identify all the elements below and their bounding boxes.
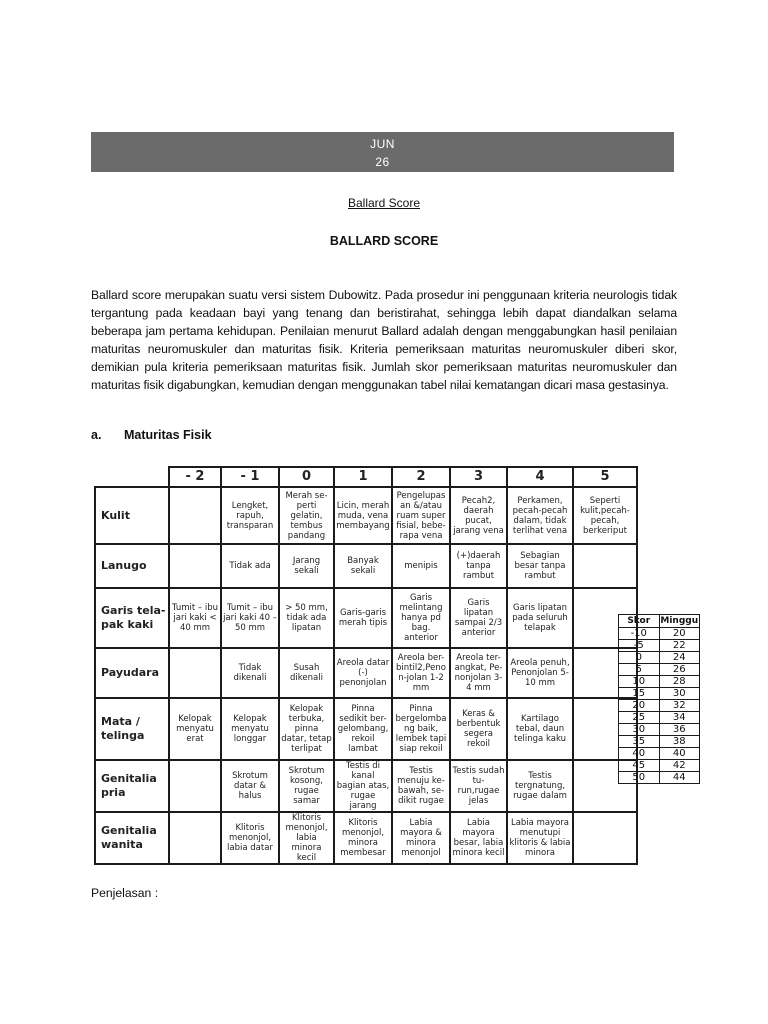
- intro-paragraph: Ballard score merupakan suatu versi sistem Dubowitz. Pada prosedur ini penggunaan kriteria neurologis tidak tergantung pada keadaan bayi yang tenang dan beristirahat, sehingga lebih dapat diandalkan selama beberapa jam pertama kehidupan. Penilaian menurut Ballard adalah dengan menggabungkan hasil penilaian maturitas neuromuskuler dan maturitas fisik. Kriteria pemeriksaan maturitas neuromuskuler diberi skor, demikian pula kriteria pemeriksaan maturitas fisik. Jumlah skor pemeriksaan maturitas neuromuskuler dan maturitas fisik digabungkan, kemudian dengan menggunakan tabel nilai kematangan dicari masa gestasinya.: [91, 288, 677, 392]
- table-cell: Garis lipatan pada seluruh telapak: [507, 588, 573, 648]
- table-cell: Labia mayora & minora menonjol: [392, 812, 450, 864]
- table-cell: Pecah2, daerah pucat, jarang vena: [450, 487, 507, 544]
- table-cell: Labia mayora besar, labia minora kecil: [450, 812, 507, 864]
- skor-minggu-table: [618, 614, 700, 784]
- minggu-cell: 34: [659, 712, 700, 724]
- row-label: Genitalia pria: [95, 760, 169, 812]
- table-cell: [573, 812, 637, 864]
- table-row: [619, 676, 700, 688]
- penjelasan-label: Penjelasan :: [91, 886, 159, 900]
- table-cell: Klitoris menonjol, minora membesar: [334, 812, 392, 864]
- table-row: [619, 688, 700, 700]
- page-heading: BALLARD SCORE: [329, 234, 439, 248]
- table-row: [95, 698, 637, 760]
- table-cell: [573, 544, 637, 588]
- score-header: 0: [279, 467, 334, 487]
- table-row: [619, 760, 700, 772]
- table-cell: Labia mayora menutupi klitoris & labia minora: [507, 812, 573, 864]
- table-cell: Pengelupas an &/atau ruam super fisial, bebe-rapa vena: [392, 487, 450, 544]
- skor-cell: 20: [619, 700, 660, 712]
- table-cell: Pinna sedikit ber-gelombang, rekoil lambat: [334, 698, 392, 760]
- section-heading: [91, 428, 212, 442]
- table-cell: Kelopak menyatu longgar: [221, 698, 279, 760]
- table-cell: Skrotum datar & halus: [221, 760, 279, 812]
- score-header: - 2: [169, 467, 221, 487]
- table-cell: Tidak ada: [221, 544, 279, 588]
- table-cell: Pinna bergelomba ng baik, lembek tapi siap rekoil: [392, 698, 450, 760]
- table-cell: menipis: [392, 544, 450, 588]
- table-cell: Lengket, rapuh, transparan: [221, 487, 279, 544]
- table-cell: Tidak dikenali: [221, 648, 279, 698]
- skor-cell: 10: [619, 676, 660, 688]
- minggu-cell: 40: [659, 748, 700, 760]
- table-cell: Tumit – ibu jari kaki < 40 mm: [169, 588, 221, 648]
- skor-cell: 15: [619, 688, 660, 700]
- table-cell: Perkamen, pecah-pecah dalam, tidak terlihat vena: [507, 487, 573, 544]
- table-cell: Keras & berbentuk segera rekoil: [450, 698, 507, 760]
- table-cell: Klitoris menonjol, labia datar: [221, 812, 279, 864]
- skor-cell: 35: [619, 736, 660, 748]
- table-cell: Tumit – ibu jari kaki 40 –50 mm: [221, 588, 279, 648]
- ballard-physical-maturity-table: [94, 466, 638, 865]
- minggu-cell: 26: [659, 664, 700, 676]
- table-cell: Banyak sekali: [334, 544, 392, 588]
- skor-cell: 45: [619, 760, 660, 772]
- skor-cell: 25: [619, 712, 660, 724]
- table-row: [619, 664, 700, 676]
- score-header: 3: [450, 467, 507, 487]
- table-cell: Susah dikenali: [279, 648, 334, 698]
- header-corner: [95, 467, 169, 487]
- table-cell: Areola ber-bintil2,Peno n-jolan 1-2 mm: [392, 648, 450, 698]
- score-header: 5: [573, 467, 637, 487]
- date-month: JUN: [370, 137, 395, 151]
- row-label: Kulit: [95, 487, 169, 544]
- section-title: Maturitas Fisik: [124, 428, 212, 442]
- table-cell: [169, 487, 221, 544]
- table-row: [619, 640, 700, 652]
- row-label: Garis tela-pak kaki: [95, 588, 169, 648]
- table-cell: Areola penuh, Penonjolan 5- 10 mm: [507, 648, 573, 698]
- table-row: [619, 700, 700, 712]
- skor-header: Skor: [619, 615, 660, 628]
- table-cell: Skrotum kosong, rugae samar: [279, 760, 334, 812]
- table-cell: [169, 648, 221, 698]
- minggu-cell: 38: [659, 736, 700, 748]
- score-header: 4: [507, 467, 573, 487]
- table-cell: Kartilago tebal, daun telinga kaku: [507, 698, 573, 760]
- table-row: [95, 487, 637, 544]
- table-cell: Garis lipatan sampai 2/3 anterior: [450, 588, 507, 648]
- table-row: [619, 748, 700, 760]
- table-cell: Testis di kanal bagian atas, rugae jarang: [334, 760, 392, 812]
- table-cell: Klitoris menonjol, labia minora kecil: [279, 812, 334, 864]
- skor-cell: 5: [619, 664, 660, 676]
- minggu-cell: 36: [659, 724, 700, 736]
- row-label: Genitalia wanita: [95, 812, 169, 864]
- table-cell: [169, 760, 221, 812]
- score-header: 1: [334, 467, 392, 487]
- table-row: [619, 712, 700, 724]
- minggu-cell: 20: [659, 628, 700, 640]
- score-header: 2: [392, 467, 450, 487]
- table-row: [619, 652, 700, 664]
- date-day: 26: [375, 155, 390, 169]
- score-header-row: [95, 467, 637, 487]
- table-cell: Jarang sekali: [279, 544, 334, 588]
- skor-cell: -5: [619, 640, 660, 652]
- table-cell: Merah se-perti gelatin, tembus pandang: [279, 487, 334, 544]
- table-row: [619, 736, 700, 748]
- minggu-cell: 32: [659, 700, 700, 712]
- row-label: Payudara: [95, 648, 169, 698]
- skor-cell: 50: [619, 772, 660, 784]
- table-cell: Garis melintang hanya pd bag. anterior: [392, 588, 450, 648]
- minggu-cell: 44: [659, 772, 700, 784]
- skor-cell: 40: [619, 748, 660, 760]
- minggu-header: Minggu: [660, 615, 699, 626]
- minggu-cell: 28: [659, 676, 700, 688]
- skor-cell: -10: [619, 628, 660, 640]
- table-cell: Testis menuju ke-bawah, se-dikit rugae: [392, 760, 450, 812]
- post-title-link[interactable]: Ballard Score: [347, 196, 421, 210]
- table-cell: [169, 812, 221, 864]
- table-cell: Sebagian besar tanpa rambut: [507, 544, 573, 588]
- table-row: [95, 760, 637, 812]
- table-cell: Testis sudah tu-run,rugae jelas: [450, 760, 507, 812]
- table-cell: Areola datar (-) penonjolan: [334, 648, 392, 698]
- table-cell: [169, 544, 221, 588]
- table-row: [95, 544, 637, 588]
- table-cell: Kelopak terbuka, pinna datar, tetap terlipat: [279, 698, 334, 760]
- table-cell: Areola ter-angkat, Pe-nonjolan 3-4 mm: [450, 648, 507, 698]
- table-cell: Licin, merah muda, vena membayang: [334, 487, 392, 544]
- table-cell: Testis tergnatung, rugae dalam: [507, 760, 573, 812]
- minggu-cell: 30: [659, 688, 700, 700]
- date-banner: [91, 132, 674, 172]
- table-cell: Seperti kulit,pecah-pecah, berkeriput: [573, 487, 637, 544]
- score-header: - 1: [221, 467, 279, 487]
- skor-cell: 0: [619, 652, 660, 664]
- table-row: [619, 772, 700, 784]
- table-row: [95, 812, 637, 864]
- section-number: a.: [91, 428, 102, 442]
- skor-header-row: [619, 615, 700, 628]
- table-cell: Garis-garis merah tipis: [334, 588, 392, 648]
- row-label: Mata / telinga: [95, 698, 169, 760]
- minggu-cell: 24: [659, 652, 700, 664]
- table-row: [95, 648, 637, 698]
- row-label: Lanugo: [95, 544, 169, 588]
- table-row: [95, 588, 637, 648]
- table-cell: > 50 mm, tidak ada lipatan: [279, 588, 334, 648]
- table-row: [619, 628, 700, 640]
- skor-cell: 30: [619, 724, 660, 736]
- table-cell: Kelopak menyatu erat: [169, 698, 221, 760]
- table-cell: (+)daerah tanpa rambut: [450, 544, 507, 588]
- table-row: [619, 724, 700, 736]
- minggu-cell: 42: [659, 760, 700, 772]
- minggu-cell: 22: [659, 640, 700, 652]
